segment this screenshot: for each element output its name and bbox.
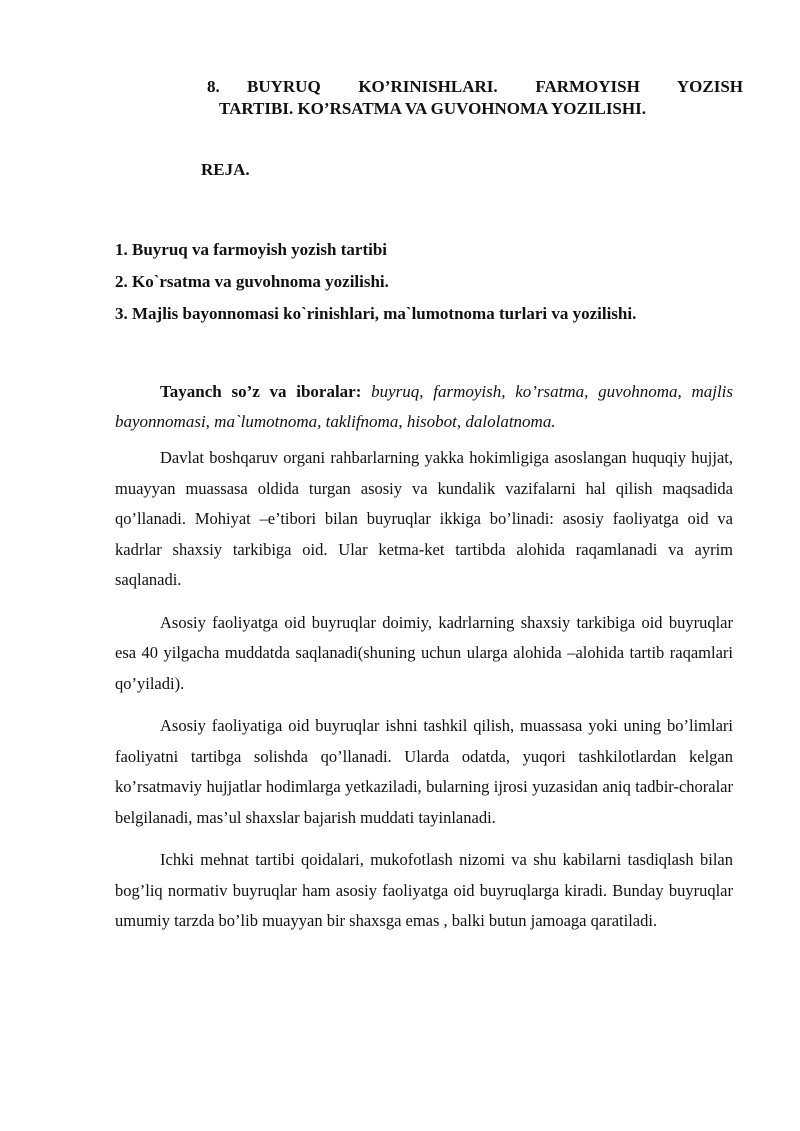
paragraph: Asosiy faoliyatiga oid buyruqlar ishni tashkil qilish, muassasa yoki uning bo’limlari faoliyatni tartibga solishda qo’llanadi. Ularda odatda, yuqori tashkilotlardan kelgan ko’rsatmaviy hujjatlar hodimlarga yetkaziladi, bularning ijrosi yuzasidan aniq tadbir-choralar belgilanadi, mas’ul shaxslar bajarish muddati tayinlanadi.	[115, 716, 733, 827]
heading-number: 8.	[207, 77, 220, 96]
section-heading	[207, 76, 743, 120]
paragraph: Davlat boshqaruv organi rahbarlarning yakka hokimligiga asoslangan huquqiy hujjat, muayyan muassasa oldida turgan asosiy va kundalik vazifalarni hal qilish maqsadida qo’llanadi. Mohiyat –e’tibori bilan buyruqlar ikkiga bo’linadi: asosiy faoliyatga oid va kadrlar shaxsiy tarkibiga oid. Ular ketma-ket tartibda alohida raqamlanadi va ayrim saqlanadi.	[115, 448, 733, 589]
plan-title: REJA.	[201, 160, 250, 179]
plan-list	[115, 234, 745, 330]
paragraph: Asosiy faoliyatga oid buyruqlar doimiy, kadrlarning shaxsiy tarkibiga oid buyruqlar esa 40 yilgacha muddatda saqlanadi(shuning uchun ularga alohida –alohida tartib raqamlari qo’yiladi).	[115, 612, 733, 693]
heading-line-2: TARTIBI. KO’RSATMA VA GUVOHNOMA YOZILISHI.	[219, 99, 646, 118]
plan-item: 1. Buyruq va farmoyish yozish tartibi	[115, 240, 388, 259]
paragraph: Ichki mehnat tartibi qoidalari, mukofotlash nizomi va shu kabilarni tasdiqlash bilan bog’liq normativ buyruqlar ham asosiy faoliyatga oid buyruqlarga kiradi. Bunday buyruqlar umumiy tarzda bo’lib muayyan bir shaxsga emas , balki butun jamoaga qaratiladi.	[115, 850, 733, 930]
keywords-label: Tayanch so’z va iboralar:	[160, 382, 362, 401]
keywords-paragraph	[115, 377, 733, 437]
body-text	[115, 377, 733, 949]
heading-line-1	[207, 76, 743, 98]
plan-item: 3. Majlis bayonnomasi ko`rinishlari, ma`lumotnoma turlari va yozilishi.	[115, 304, 637, 323]
heading-line-1-text: BUYRUQ KO’RINISHLARI. FARMOYISH YOZISH	[247, 77, 743, 96]
keywords-text: buyruq, farmoyish, ko’rsatma, guvohnoma, majlis bayonnomasi, ma`lumotnoma, taklifnoma, hisobot, dalolatnoma.	[115, 382, 734, 431]
plan-item: 2. Ko`rsatma va guvohnoma yozilishi.	[115, 272, 389, 291]
